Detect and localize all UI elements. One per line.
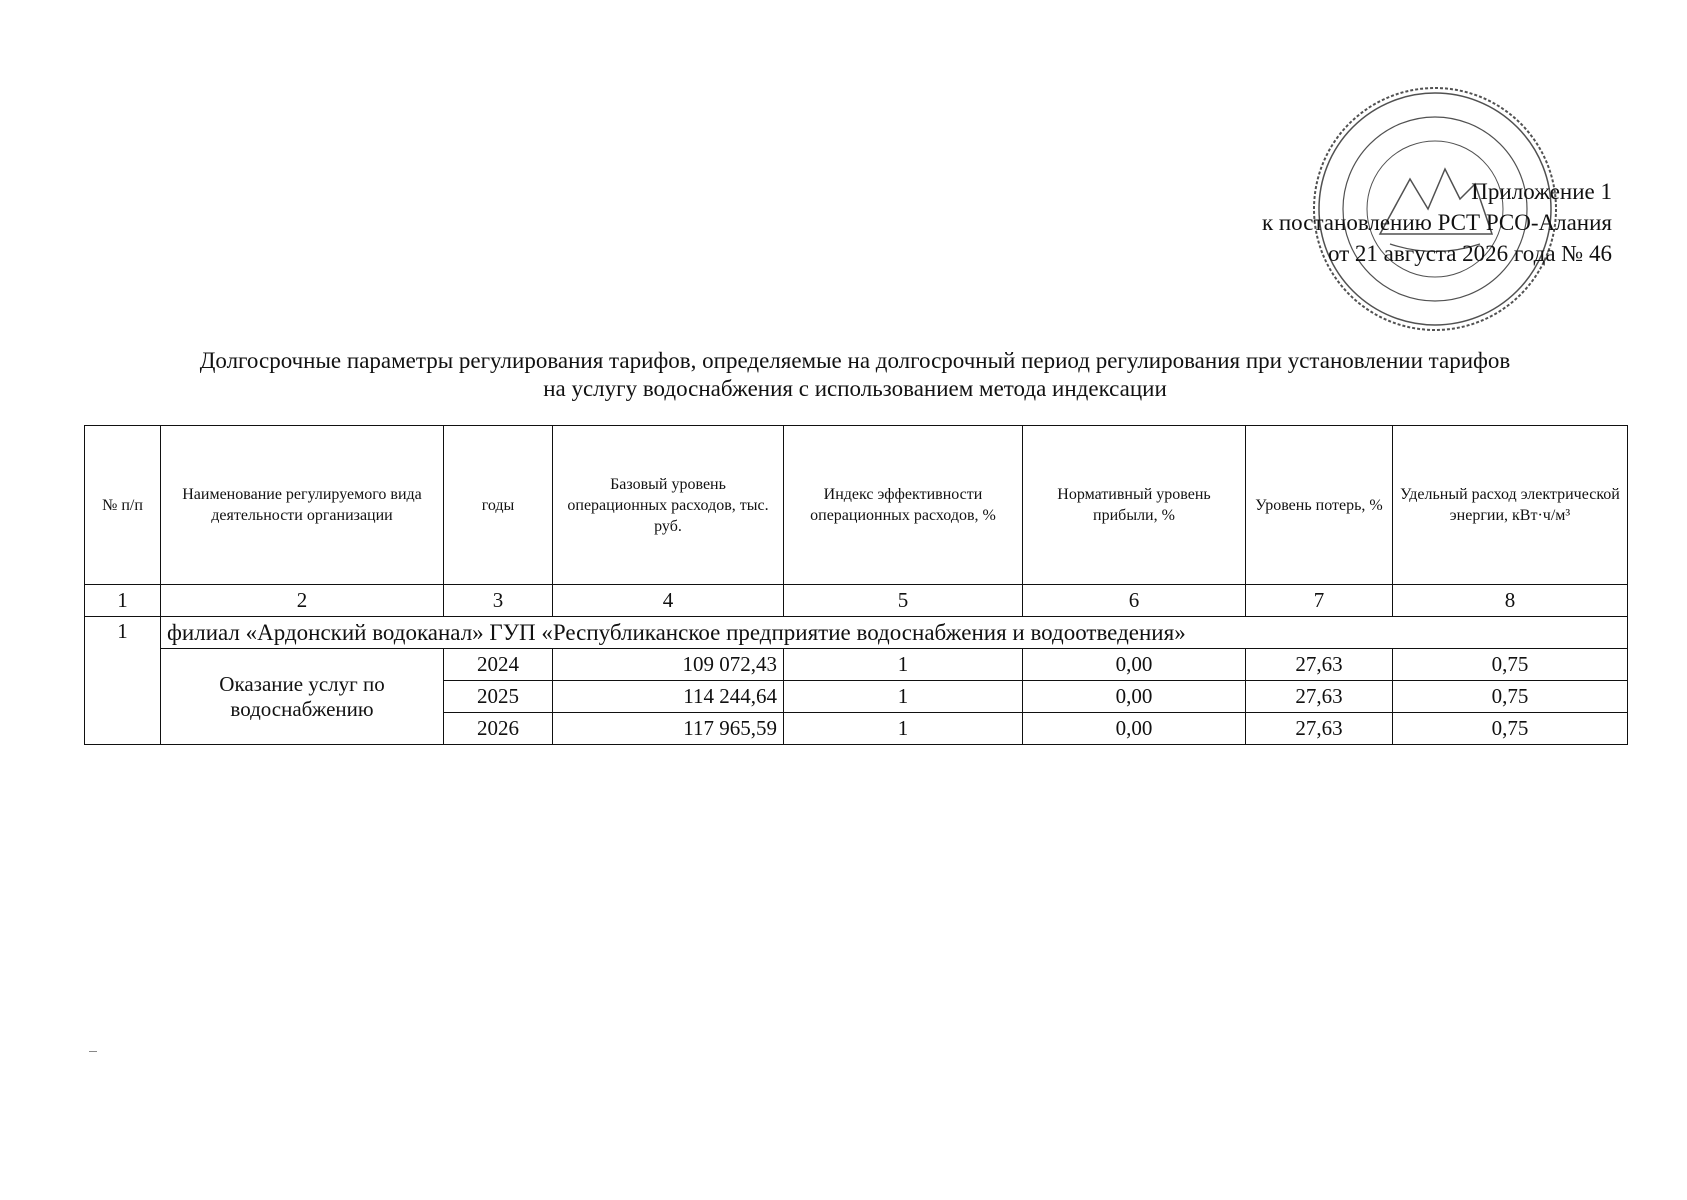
appendix-header — [1262, 176, 1612, 269]
row-index: 1 — [85, 617, 161, 745]
table-row — [85, 649, 1628, 681]
column-number: 2 — [161, 585, 444, 617]
document-title-line-2: на услугу водоснабжения с использованием метода индексации — [543, 376, 1167, 401]
header-cell-years: годы — [444, 426, 553, 585]
cell-energy: 0,75 — [1393, 681, 1628, 713]
cell-energy: 0,75 — [1393, 713, 1628, 745]
header-cell-energy: Удельный расход электрической энергии, кВт·ч/м³ — [1393, 426, 1628, 585]
tariff-parameters-table — [84, 425, 1628, 745]
header-cell-efficiency: Индекс эффективности операционных расходов, % — [784, 426, 1023, 585]
cell-year: 2026 — [444, 713, 553, 745]
column-number: 7 — [1246, 585, 1393, 617]
table-header-row — [85, 426, 1628, 585]
header-cell-activity: Наименование регулируемого вида деятельности организации — [161, 426, 444, 585]
cell-profit: 0,00 — [1023, 649, 1246, 681]
header-cell-opex: Базовый уровень операционных расходов, тыс. руб. — [553, 426, 784, 585]
organization-name: филиал «Ардонский водоканал» ГУП «Республиканское предприятие водоснабжения и водоотведения» — [161, 617, 1628, 649]
document-title-line-1: Долгосрочные параметры регулирования тарифов, определяемые на долгосрочный период регулирования при установлении тарифов — [199, 348, 1511, 373]
header-cell-losses: Уровень потерь, % — [1246, 426, 1393, 585]
cell-profit: 0,00 — [1023, 713, 1246, 745]
cell-opex: 109 072,43 — [553, 649, 784, 681]
appendix-date: от 21 августа 2026 года № 46 — [1327, 241, 1612, 266]
scan-artifact-dash — [89, 1051, 97, 1052]
cell-opex: 114 244,64 — [553, 681, 784, 713]
organization-row — [85, 617, 1628, 649]
column-number: 4 — [553, 585, 784, 617]
appendix-resolution: к постановлению РСТ РСО-Алания — [1261, 210, 1612, 235]
cell-losses: 27,63 — [1246, 649, 1393, 681]
activity-name: Оказание услуг по водоснабжению — [161, 649, 444, 745]
cell-year: 2024 — [444, 649, 553, 681]
document-title — [84, 347, 1626, 403]
column-number: 5 — [784, 585, 1023, 617]
cell-year: 2025 — [444, 681, 553, 713]
cell-losses: 27,63 — [1246, 681, 1393, 713]
column-number: 1 — [85, 585, 161, 617]
column-number: 3 — [444, 585, 553, 617]
appendix-number: Приложение 1 — [1471, 179, 1612, 204]
column-number: 8 — [1393, 585, 1628, 617]
cell-efficiency: 1 — [784, 713, 1023, 745]
column-number: 6 — [1023, 585, 1246, 617]
header-cell-profit: Нормативный уровень прибыли, % — [1023, 426, 1246, 585]
cell-energy: 0,75 — [1393, 649, 1628, 681]
cell-losses: 27,63 — [1246, 713, 1393, 745]
cell-efficiency: 1 — [784, 649, 1023, 681]
cell-profit: 0,00 — [1023, 681, 1246, 713]
header-cell-index: № п/п — [85, 426, 161, 585]
cell-opex: 117 965,59 — [553, 713, 784, 745]
cell-efficiency: 1 — [784, 681, 1023, 713]
column-number-row — [85, 585, 1628, 617]
